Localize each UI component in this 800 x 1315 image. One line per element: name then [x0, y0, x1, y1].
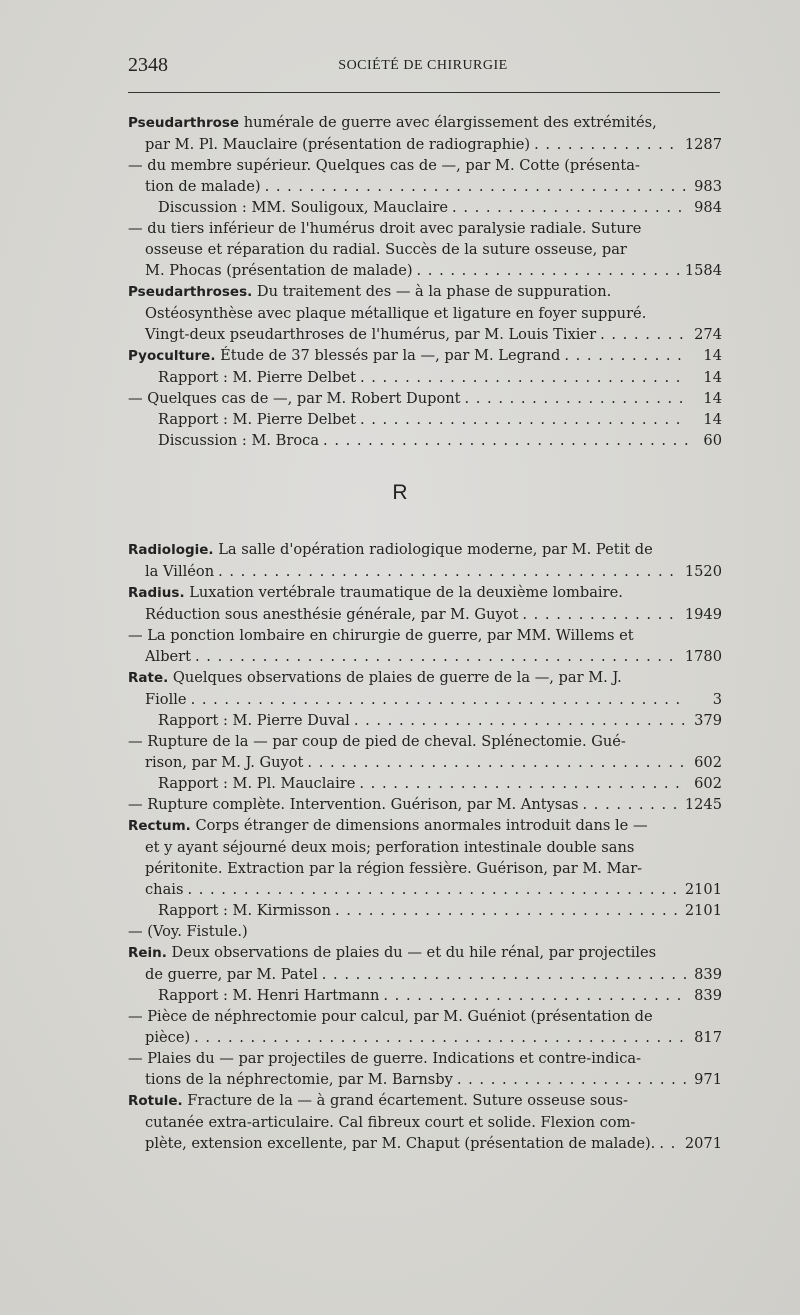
index-entry — [128, 112, 722, 281]
entry-text: rison, par M. J. Guyot — [145, 754, 304, 771]
entry-text: chais — [145, 881, 184, 898]
entry-line — [128, 303, 722, 324]
entry-text: — Rupture complète. Intervention. Guérison, par M. Antysas — [128, 796, 579, 813]
page-reference: 14 — [703, 369, 722, 386]
index-section-p — [128, 112, 722, 451]
index-section-r — [128, 539, 722, 1154]
entry-line — [128, 646, 722, 667]
dot-leader — [600, 324, 688, 345]
entry-line — [128, 752, 722, 773]
page-reference: 14 — [703, 390, 722, 407]
dot-leader — [465, 388, 689, 409]
page-reference: 983 — [694, 178, 722, 195]
entry-heading: Rotule. — [128, 1093, 183, 1109]
entry-text: — (Voy. Fistule.) — [128, 923, 248, 940]
page-reference: 971 — [694, 1071, 722, 1088]
entry-text: plète, extension excellente, par M. Chaput (présentation de malade). — [145, 1135, 656, 1152]
index-entry — [128, 539, 722, 582]
page-reference: 602 — [694, 754, 722, 771]
page-reference: 1949 — [684, 606, 722, 623]
entry-text: Rapport : M. Pierre Delbet — [158, 411, 356, 428]
entry-line — [128, 731, 722, 752]
index-entry — [128, 667, 722, 815]
entry-line — [128, 388, 722, 409]
entry-line — [128, 964, 722, 985]
entry-line — [128, 260, 722, 281]
entry-line — [128, 197, 722, 218]
entry-line — [128, 794, 722, 815]
entry-line — [128, 409, 722, 430]
page-reference: 1520 — [684, 563, 722, 580]
page-reference: 274 — [694, 326, 722, 343]
entry-line — [128, 155, 722, 176]
dot-leader — [194, 1027, 688, 1048]
entry-text: Quelques observations de plaies de guerre de la —, par M. J. — [168, 669, 622, 686]
entry-line — [128, 582, 722, 604]
entry-line — [128, 561, 722, 582]
dot-leader — [659, 1133, 681, 1154]
entry-text: — Pièce de néphrectomie pour calcul, par M. Guéniot (présentation de — [128, 1008, 653, 1025]
page-reference: 839 — [694, 987, 722, 1004]
dot-leader — [218, 561, 681, 582]
page-reference: 379 — [694, 712, 722, 729]
entry-text: humérale de guerre avec élargissement des extrémités, — [239, 114, 657, 131]
entry-text: Étude de 37 blessés par la —, par M. Legrand — [215, 347, 561, 364]
dot-leader — [187, 879, 680, 900]
page-reference: 3 — [712, 691, 722, 708]
entry-text: Luxation vertébrale traumatique de la deuxième lombaire. — [184, 584, 623, 601]
entry-text: Réduction sous anesthésie générale, par M. Guyot — [145, 606, 519, 623]
entry-line — [128, 667, 722, 689]
dot-leader — [359, 773, 688, 794]
entry-heading: Rectum. — [128, 818, 191, 834]
entry-text: Ostéosynthèse avec plaque métallique et ligature en foyer suppuré. — [145, 305, 647, 322]
entry-line — [128, 879, 722, 900]
entry-heading: Radiologie. — [128, 542, 214, 558]
entry-text: tion de malade) — [145, 178, 261, 195]
entry-text: — La ponction lombaire en chirurgie de guerre, par MM. Willems et — [128, 627, 634, 644]
page-reference: 1245 — [684, 796, 722, 813]
entry-line — [128, 218, 722, 239]
page-reference: 839 — [694, 966, 722, 983]
page-reference: 2071 — [684, 1135, 722, 1152]
entry-line — [128, 985, 722, 1006]
page-reference: 1584 — [684, 262, 722, 279]
entry-text: — Rupture de la — par coup de pied de cheval. Splénectomie. Gué- — [128, 733, 626, 750]
entry-line — [128, 345, 722, 367]
entry-text: osseuse et réparation du radial. Succès de la suture osseuse, par — [145, 241, 627, 258]
dot-leader — [360, 367, 688, 388]
dot-leader — [452, 197, 688, 218]
entry-line — [128, 710, 722, 731]
entry-heading: Rate. — [128, 670, 169, 686]
entry-line — [128, 815, 722, 837]
entry-line — [128, 1069, 722, 1090]
entry-text: Deux observations de plaies du — et du hile rénal, par projectiles — [166, 944, 657, 961]
entry-text: par M. Pl. Mauclaire (présentation de radiographie) — [145, 136, 531, 153]
dot-leader — [265, 176, 688, 197]
dot-leader — [534, 134, 681, 155]
entry-text: tions de la néphrectomie, par M. Barnsby — [145, 1071, 453, 1088]
entry-text: — Quelques cas de —, par M. Robert Dupont — [128, 390, 461, 407]
running-header — [128, 54, 718, 80]
entry-line — [128, 942, 722, 964]
entry-line — [128, 900, 722, 921]
entry-text: Vingt-deux pseudarthroses de l'humérus, par M. Louis Tixier — [145, 326, 597, 343]
entry-text: Rapport : M. Pierre Duval — [158, 712, 350, 729]
page-reference: 602 — [694, 775, 722, 792]
entry-heading: Rein. — [128, 945, 167, 961]
entry-text: Corps étranger de dimensions anormales introduit dans le — — [190, 817, 648, 834]
dot-leader — [564, 345, 688, 367]
entry-text: Rapport : M. Pl. Mauclaire — [158, 775, 356, 792]
page-reference: 14 — [703, 347, 722, 364]
page-reference: 60 — [703, 432, 722, 449]
page-reference: 2101 — [684, 902, 722, 919]
index-entry — [128, 815, 722, 942]
dot-leader — [191, 689, 688, 710]
entry-text: La salle d'opération radiologique moderne, par M. Petit de — [213, 541, 653, 558]
entry-text: Discussion : MM. Souligoux, Mauclaire — [158, 199, 449, 216]
entry-line — [128, 1133, 722, 1154]
entry-line — [128, 921, 722, 942]
entry-line — [128, 858, 722, 879]
dot-leader — [583, 794, 681, 815]
page-number: 2348 — [128, 54, 168, 76]
page-reference: 984 — [694, 199, 722, 216]
entry-line — [128, 134, 722, 155]
entry-text: de guerre, par M. Patel — [145, 966, 318, 983]
index-entry — [128, 582, 722, 667]
dot-leader — [335, 900, 681, 921]
dot-leader — [383, 985, 688, 1006]
entry-text: la Villéon — [145, 563, 215, 580]
dot-leader — [322, 964, 688, 985]
page-reference: 1780 — [684, 648, 722, 665]
entry-text: Rapport : M. Pierre Delbet — [158, 369, 356, 386]
index-entry — [128, 1090, 722, 1154]
entry-text: et y ayant séjourné deux mois; perforation intestinale double sans — [145, 839, 635, 856]
entry-line — [128, 773, 722, 794]
entry-heading: Radius. — [128, 585, 185, 601]
section-letter: R — [392, 481, 408, 504]
journal-title: SOCIÉTÉ DE CHIRURGIE — [338, 58, 508, 73]
dot-leader — [323, 430, 688, 451]
entry-text: Rapport : M. Henri Hartmann — [158, 987, 380, 1004]
entry-line — [128, 324, 722, 345]
entry-line — [128, 430, 722, 451]
dot-leader — [417, 260, 681, 281]
entry-text: Fiolle — [145, 691, 187, 708]
entry-line — [128, 239, 722, 260]
dot-leader — [307, 752, 688, 773]
entry-line — [128, 1090, 722, 1112]
entry-text: M. Phocas (présentation de malade) — [145, 262, 413, 279]
entry-text: Albert — [145, 648, 192, 665]
entry-line — [128, 1112, 722, 1133]
entry-line — [128, 1048, 722, 1069]
entry-text: Du traitement des — à la phase de suppuration. — [252, 283, 612, 300]
entry-line — [128, 176, 722, 197]
entry-heading: Pyoculture. — [128, 348, 216, 364]
page-reference: 1287 — [684, 136, 722, 153]
entry-text: péritonite. Extraction par la région fessière. Guérison, par M. Mar- — [145, 860, 643, 877]
entry-text: Rapport : M. Kirmisson — [158, 902, 331, 919]
entry-text: Discussion : M. Broca — [158, 432, 320, 449]
entry-text: — Plaies du — par projectiles de guerre. Indications et contre-indica- — [128, 1050, 642, 1067]
header-rule — [128, 92, 720, 93]
entry-line — [128, 837, 722, 858]
entry-heading: Pseudarthroses. — [128, 284, 253, 300]
entry-line — [128, 1027, 722, 1048]
page-reference: 2101 — [684, 881, 722, 898]
dot-leader — [195, 646, 681, 667]
entry-line — [128, 625, 722, 646]
entry-text: — du membre supérieur. Quelques cas de —, par M. Cotte (présenta- — [128, 157, 640, 174]
entry-line — [128, 1006, 722, 1027]
index-entry — [128, 281, 722, 345]
entry-line — [128, 367, 722, 388]
page-reference: 817 — [694, 1029, 722, 1046]
index-entry — [128, 345, 722, 451]
dot-leader — [354, 710, 688, 731]
entry-heading: Pseudarthrose — [128, 115, 240, 131]
entry-text: — du tiers inférieur de l'humérus droit avec paralysie radiale. Suture — [128, 220, 642, 237]
entry-text: Fracture de la — à grand écartement. Suture osseuse sous- — [182, 1092, 628, 1109]
entry-line — [128, 604, 722, 625]
page-reference: 14 — [703, 411, 722, 428]
dot-leader — [457, 1069, 688, 1090]
entry-text: pièce) — [145, 1029, 191, 1046]
entry-line — [128, 539, 722, 561]
entry-line — [128, 281, 722, 303]
entry-line — [128, 112, 722, 134]
dot-leader — [522, 604, 681, 625]
dot-leader — [360, 409, 688, 430]
index-entry — [128, 942, 722, 1090]
entry-text: cutanée extra-articulaire. Cal fibreux court et solide. Flexion com- — [145, 1114, 636, 1131]
entry-line — [128, 689, 722, 710]
